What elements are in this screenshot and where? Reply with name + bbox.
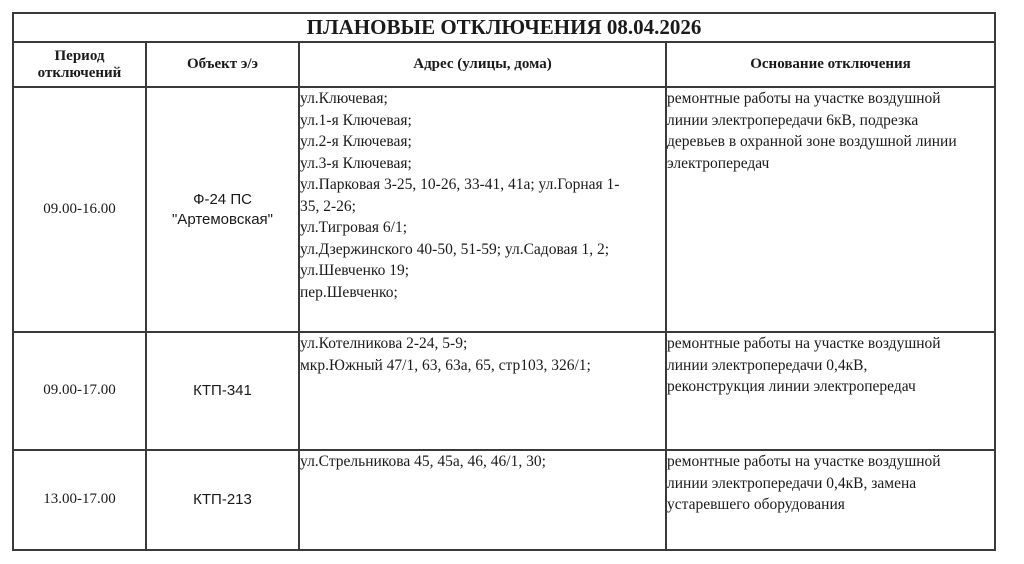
reason-line: реконструкция линии электропередач	[667, 378, 916, 395]
address-line: 35, 2-26;	[300, 197, 356, 215]
address-line: ул.Ключевая;	[300, 90, 388, 107]
object-cell	[146, 332, 299, 450]
page-title: ПЛАНОВЫЕ ОТКЛЮЧЕНИЯ 08.04.2026	[13, 13, 995, 42]
reason-line: электропередач	[667, 154, 770, 172]
reason-line: устаревшего оборудования	[667, 496, 845, 513]
address-line: мкр.Южный 47/1, 63, 63а, 65, стр103, 326/1;	[300, 356, 591, 374]
table-row	[13, 87, 995, 332]
address-line: пер.Шевченко;	[300, 283, 398, 301]
table-row	[13, 450, 995, 550]
header-period	[13, 42, 146, 87]
reason-line: линии электропередачи 0,4кВ, замена	[667, 474, 917, 492]
address-line: ул.Тигровая 6/1;	[300, 219, 408, 236]
reason-line: ремонтные работы на участке воздушной	[667, 90, 941, 107]
reason-line: ремонтные работы на участке воздушной	[667, 335, 941, 352]
period-cell: 09.00-16.00	[13, 87, 146, 332]
reason-line: ремонтные работы на участке воздушной	[667, 453, 941, 470]
address-line: ул.Дзержинского 40-50, 51-59; ул.Садовая 1, 2;	[300, 240, 610, 258]
object-cell	[146, 87, 299, 332]
address-line: ул.Котелникова 2-24, 5-9;	[300, 335, 468, 352]
address-cell	[299, 87, 666, 332]
address-line: ул.2-я Ключевая;	[300, 133, 412, 150]
header-address: Адрес (улицы, дома)	[299, 42, 666, 87]
outage-table	[12, 12, 996, 551]
address-line: ул.Парковая 3-25, 10-26, 33-41, 41а; ул.Горная 1-	[300, 176, 620, 193]
object-cell	[146, 450, 299, 550]
object-line: КТП-341	[193, 382, 252, 399]
header-object: Объект э/э	[146, 42, 299, 87]
reason-cell	[666, 87, 995, 332]
header-period-line2: отключений	[37, 64, 122, 81]
object-line: "Артемовская"	[171, 210, 274, 228]
object-line: КТП-213	[193, 491, 252, 508]
table-row	[13, 332, 995, 450]
reason-cell	[666, 332, 995, 450]
header-reason: Основание отключения	[666, 42, 995, 87]
reason-line: линии электропередачи 0,4кВ,	[667, 356, 868, 374]
reason-cell	[666, 450, 995, 550]
address-cell	[299, 450, 666, 550]
table-header-row	[13, 42, 995, 87]
period-cell: 09.00-17.00	[13, 332, 146, 450]
reason-line: деревьев в охранной зоне воздушной линии	[667, 133, 957, 150]
address-line: ул.Шевченко 19;	[300, 262, 410, 279]
address-line: ул.3-я Ключевая;	[300, 154, 412, 172]
address-cell	[299, 332, 666, 450]
reason-line: линии электропередачи 6кВ, подрезка	[667, 111, 919, 129]
object-line: Ф-24 ПС	[193, 190, 252, 208]
address-line: ул.Стрельникова 45, 45а, 46, 46/1, 30;	[300, 453, 546, 470]
period-cell: 13.00-17.00	[13, 450, 146, 550]
outage-notice	[12, 12, 994, 551]
header-period-line1: Период	[54, 47, 105, 64]
address-line: ул.1-я Ключевая;	[300, 111, 412, 129]
